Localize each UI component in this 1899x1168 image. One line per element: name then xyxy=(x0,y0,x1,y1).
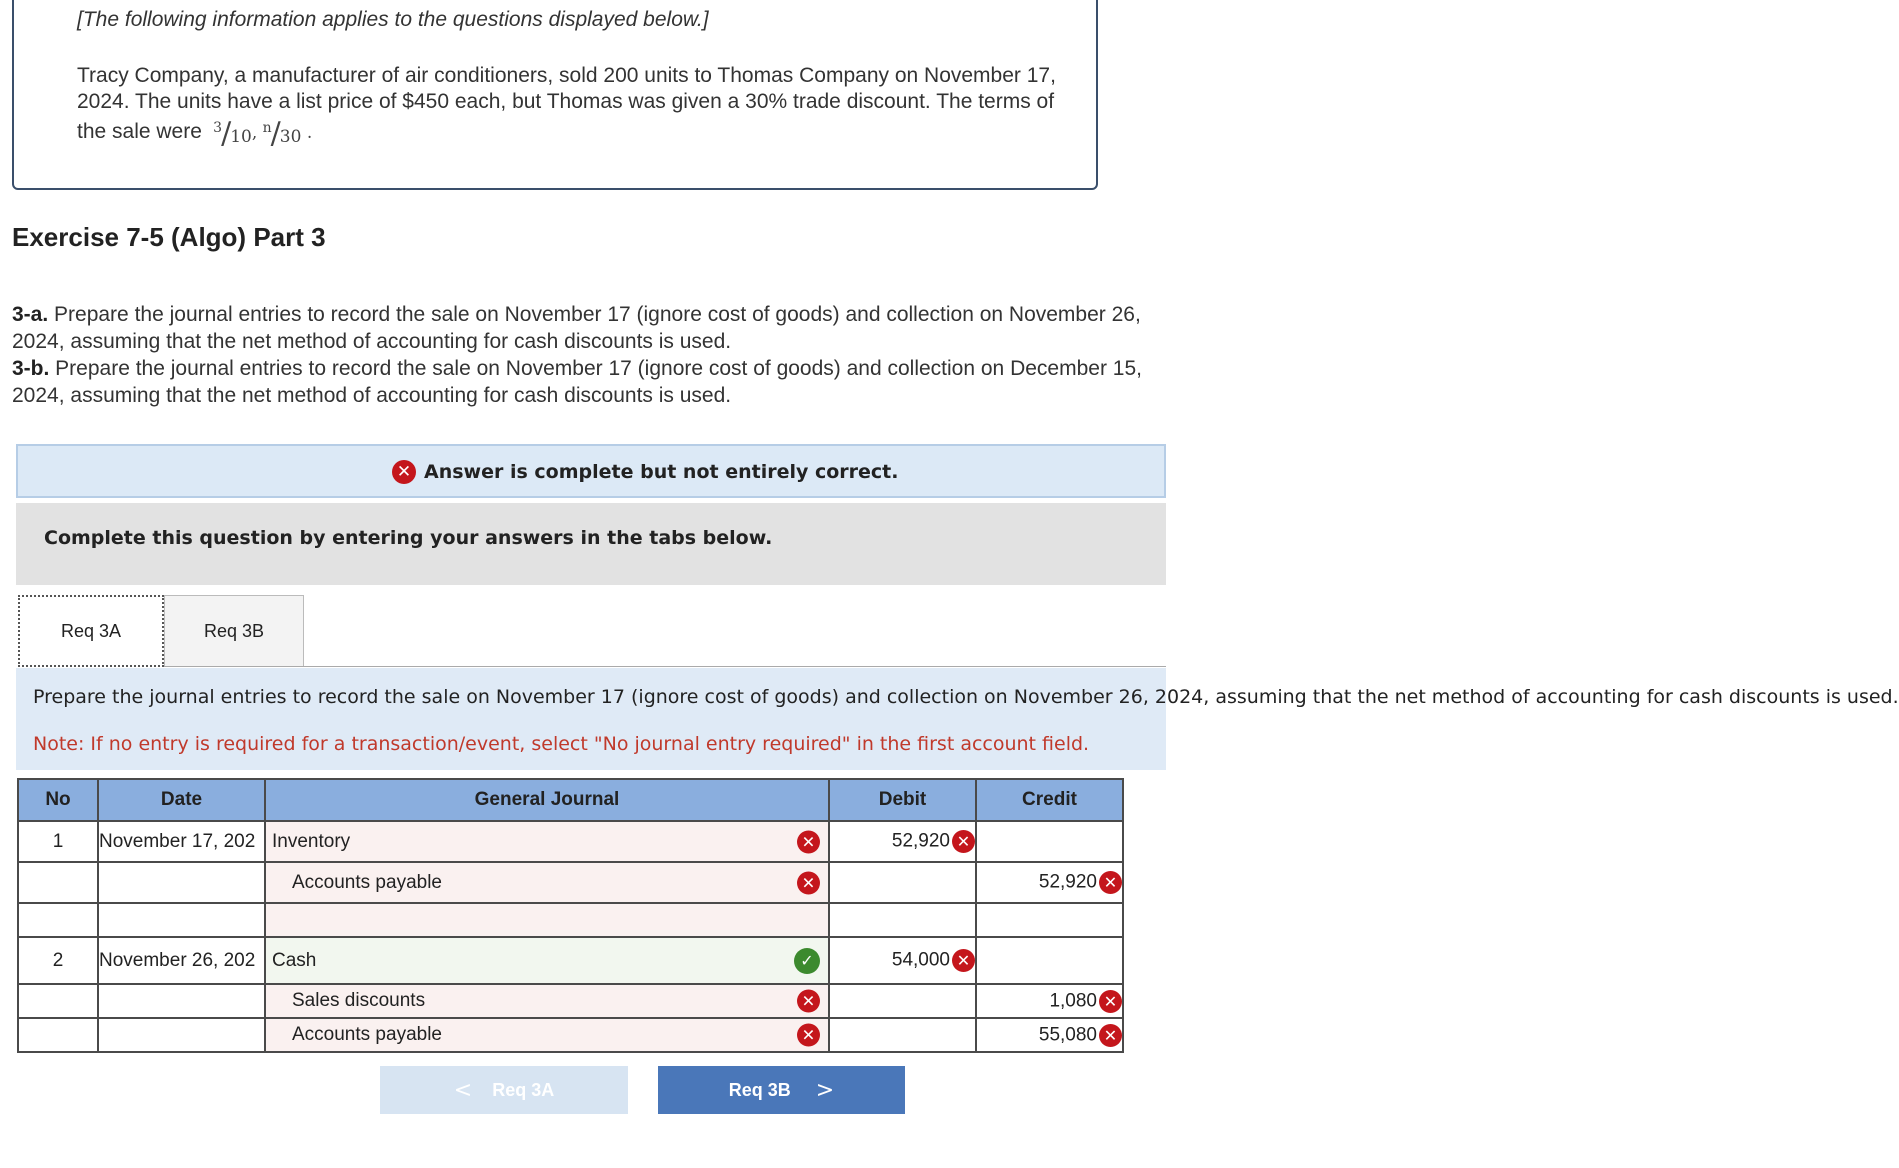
account-cell[interactable] xyxy=(265,1018,829,1052)
terms-separator: , xyxy=(251,123,258,143)
instructions-note: Note: If no entry is required for a transaction/event, select "No journal entry required" in the first account field. xyxy=(33,733,1090,755)
credit-cell[interactable] xyxy=(976,937,1123,984)
entry-no xyxy=(18,984,98,1018)
account-name: Accounts payable xyxy=(292,871,442,893)
header-credit: Credit xyxy=(976,779,1123,821)
credit-value: 55,080 xyxy=(1038,1024,1097,1045)
exercise-title: Exercise 7-5 (Algo) Part 3 xyxy=(12,222,326,252)
entry-date-cell[interactable] xyxy=(98,862,265,903)
debit-cell[interactable] xyxy=(829,937,976,984)
entry-date-cell[interactable]: November 26, 202 xyxy=(98,937,265,984)
debit-value: 52,920 xyxy=(891,830,950,852)
req-b-label: 3-b. xyxy=(12,357,50,380)
instructions-panel xyxy=(16,668,1899,770)
incorrect-x-icon: ✕ xyxy=(797,830,820,853)
prev-req-label: Req 3A xyxy=(492,1079,555,1100)
account-name: Accounts payable xyxy=(292,1024,442,1045)
incorrect-x-icon: ✕ xyxy=(952,949,975,972)
entry-no: 2 xyxy=(18,937,98,984)
info-paragraph xyxy=(77,63,1077,150)
entry-date-cell[interactable] xyxy=(98,1018,265,1052)
credit-cell[interactable] xyxy=(976,821,1123,862)
answer-status-text: Answer is complete but not entirely correct. xyxy=(424,461,899,483)
terms-1-denominator: 10 xyxy=(230,127,252,147)
req-a-text: Prepare the journal entries to record the sale on November 17 (ignore cost of goods) and collection on November 26, 2024, assuming that the net method of accounting for cash discounts is used. xyxy=(12,303,1141,353)
journal-row xyxy=(18,862,1123,903)
terms-2-denominator: 30 xyxy=(279,127,302,147)
credit-value: 1,080 xyxy=(1049,990,1097,1011)
terms-end: . xyxy=(306,123,313,143)
journal-header-row xyxy=(18,779,1123,821)
tab-req-3a[interactable] xyxy=(18,595,164,667)
journal-row xyxy=(18,984,1123,1018)
debit-cell[interactable] xyxy=(829,903,976,937)
next-req-button[interactable] xyxy=(658,1066,905,1114)
next-req-label: Req 3B xyxy=(728,1079,791,1100)
debit-cell[interactable] xyxy=(829,1018,976,1052)
account-name: Cash xyxy=(272,949,317,971)
correct-check-icon: ✓ xyxy=(794,948,820,974)
tab-req-3a-label: Req 3A xyxy=(60,620,122,641)
account-cell[interactable] xyxy=(265,903,829,937)
error-x-icon: ✕ xyxy=(392,460,416,484)
journal-table xyxy=(17,778,1124,1053)
incorrect-x-icon: ✕ xyxy=(1099,871,1122,894)
entry-no: 1 xyxy=(18,821,98,862)
account-cell[interactable] xyxy=(265,862,829,903)
chevron-left-icon: < xyxy=(453,1077,473,1103)
answer-status-banner xyxy=(16,444,1166,498)
credit-value: 52,920 xyxy=(1038,871,1097,893)
header-no: No xyxy=(18,779,98,821)
instructions-text: Prepare the journal entries to record the sale on November 17 (ignore cost of goods) and collection on November 26, 2024, assuming that the net method of accounting for cash discounts is used. xyxy=(33,686,1899,708)
entry-no xyxy=(18,1018,98,1052)
incorrect-x-icon: ✕ xyxy=(1099,990,1122,1013)
tab-req-3b-label: Req 3B xyxy=(203,620,265,641)
journal-row xyxy=(18,937,1123,984)
incorrect-x-icon: ✕ xyxy=(797,1024,820,1047)
req-a-label: 3-a. xyxy=(12,303,49,326)
prompt-bar xyxy=(16,503,1166,585)
header-date: Date xyxy=(98,779,265,821)
tab-divider xyxy=(164,666,1166,667)
journal-row xyxy=(18,1018,1123,1052)
terms-2-numerator: n xyxy=(262,120,272,136)
entry-no xyxy=(18,903,98,937)
journal-row xyxy=(18,903,1123,937)
incorrect-x-icon: ✕ xyxy=(952,830,975,853)
entry-date-cell[interactable] xyxy=(98,984,265,1018)
terms-1-numerator: 3 xyxy=(213,120,223,136)
incorrect-x-icon: ✕ xyxy=(797,871,820,894)
header-general-journal: General Journal xyxy=(265,779,829,821)
credit-cell[interactable] xyxy=(976,862,1123,903)
prev-req-button[interactable] xyxy=(380,1066,628,1114)
account-cell[interactable] xyxy=(265,821,829,862)
account-cell[interactable] xyxy=(265,937,829,984)
debit-cell[interactable] xyxy=(829,862,976,903)
credit-cell[interactable] xyxy=(976,903,1123,937)
credit-cell[interactable] xyxy=(976,1018,1123,1052)
account-cell[interactable] xyxy=(265,984,829,1018)
account-name: Inventory xyxy=(272,830,351,852)
entry-date-cell[interactable]: November 17, 202 xyxy=(98,821,265,862)
info-note: [The following information applies to the questions displayed below.] xyxy=(77,8,709,31)
info-paragraph-text: Tracy Company, a manufacturer of air conditioners, sold 200 units to Thomas Company on November 17, 2024. The units have a list price of $450 each, but Thomas was given a 30% trade discount. The terms of the sale were xyxy=(77,64,1056,143)
account-name: Sales discounts xyxy=(292,990,426,1011)
req-b-text: Prepare the journal entries to record the sale on November 17 (ignore cost of goods) and collection on December 15, 2024, assuming that the net method of accounting for cash discounts is used. xyxy=(12,357,1142,407)
tab-req-3b[interactable] xyxy=(164,595,304,667)
requirements-text xyxy=(12,301,1162,409)
journal-row xyxy=(18,821,1123,862)
entry-no xyxy=(18,862,98,903)
credit-cell[interactable] xyxy=(976,984,1123,1018)
chevron-right-icon: > xyxy=(815,1077,835,1103)
debit-cell[interactable] xyxy=(829,984,976,1018)
incorrect-x-icon: ✕ xyxy=(797,990,820,1013)
debit-value: 54,000 xyxy=(891,949,950,971)
prompt-text: Complete this question by entering your answers in the tabs below. xyxy=(44,527,773,549)
header-debit: Debit xyxy=(829,779,976,821)
entry-date-cell[interactable] xyxy=(98,903,265,937)
incorrect-x-icon: ✕ xyxy=(1099,1024,1122,1047)
terms-fraction: $^3/_{10}$, $^n/_{30}$ . xyxy=(213,116,313,151)
debit-cell[interactable] xyxy=(829,821,976,862)
